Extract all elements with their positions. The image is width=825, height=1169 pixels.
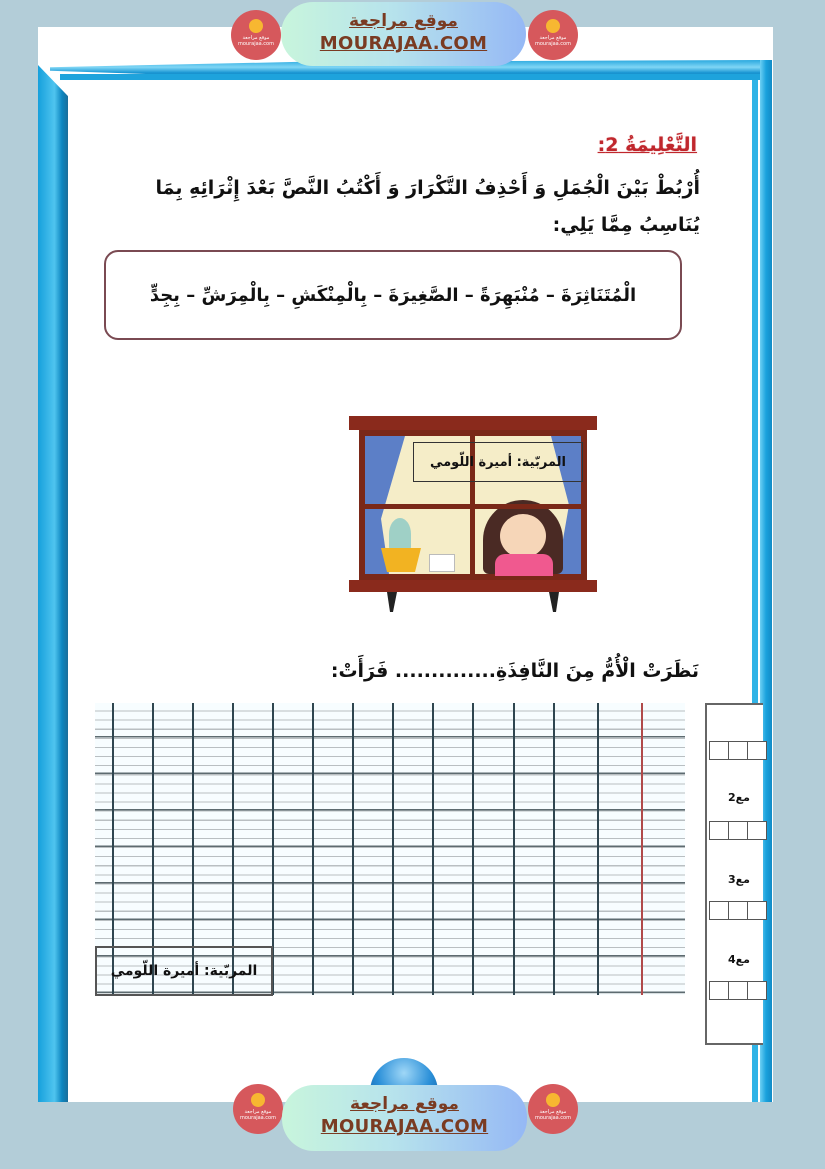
word-bank: الْمُتَنَاثِرَةَ – مُنْبَهِرَةً – الصَّغِيرَةَ – بِالْمِنْكَشِ – بِالْمِرَشِّ – بِجِدٍّ bbox=[149, 284, 637, 306]
watermark-seal-top-left bbox=[231, 10, 281, 60]
watermark-arabic: موقع مراجعة bbox=[350, 1094, 459, 1114]
frame-left-border bbox=[38, 65, 68, 1102]
criterion-score-cells[interactable] bbox=[710, 981, 767, 1000]
girl-face bbox=[500, 514, 546, 558]
window-mullion-horizontal bbox=[365, 504, 581, 509]
criterion-score-cells[interactable] bbox=[710, 741, 767, 760]
seal-text-en: mourajaa.com bbox=[534, 41, 571, 47]
grid-line bbox=[597, 703, 599, 995]
grid-line bbox=[553, 703, 555, 995]
watermark-seal-bottom-left bbox=[233, 1084, 283, 1134]
exercise-title: التَّعْلِيمَةُ 2: bbox=[597, 134, 697, 156]
watermark-latin: MOURAJAA.COM bbox=[320, 1116, 489, 1137]
logo-icon bbox=[546, 19, 560, 33]
plant-icon bbox=[389, 518, 411, 550]
criterion-label: مع4 bbox=[728, 953, 750, 966]
watermark-seal-top-right bbox=[528, 10, 578, 60]
grid-line bbox=[472, 703, 474, 995]
image-caption: المربّية: أميرة اللّومي bbox=[429, 454, 567, 470]
logo-icon bbox=[251, 1093, 265, 1107]
bracket-right bbox=[549, 592, 559, 612]
grid-margin-line bbox=[641, 703, 643, 995]
image-caption-box bbox=[413, 442, 583, 482]
small-pot bbox=[429, 554, 455, 572]
signature-box bbox=[95, 946, 273, 996]
grid-line bbox=[392, 703, 394, 995]
window-frame bbox=[359, 430, 587, 580]
logo-icon bbox=[249, 19, 263, 33]
bracket-left bbox=[387, 592, 397, 612]
criterion-label: مع2 bbox=[728, 791, 750, 804]
seal-text-ar: موقع مراجعة bbox=[539, 35, 567, 41]
exercise-instruction: أُرْبُطْ بَيْنَ الْجُمَلِ وَ أَحْذِفُ التَّكْرَارَ وَ أَكْتُبُ النَّصَّ بَعْدَ إِثْرَائِهِ بِمَا يُنَاسِبُ مِمَّا يَلِي: bbox=[155, 177, 700, 236]
window-illustration bbox=[349, 416, 597, 612]
window-sill bbox=[349, 580, 597, 592]
grid-line bbox=[513, 703, 515, 995]
seal-text-ar: موقع مراجعة bbox=[244, 1109, 272, 1115]
watermark-seal-bottom-right bbox=[528, 1084, 578, 1134]
criterion-score-cells[interactable] bbox=[710, 901, 767, 920]
word-bank-box bbox=[104, 250, 682, 340]
watermark-badge-top[interactable] bbox=[281, 2, 526, 66]
criterion-score-cells[interactable] bbox=[710, 821, 767, 840]
starter-sentence: نَظَرَتْ الْأُمُّ مِنَ النَّافِذَةِ.............. فَرَأَتْ: bbox=[330, 660, 699, 682]
seal-text-en: mourajaa.com bbox=[237, 41, 274, 47]
logo-icon bbox=[546, 1093, 560, 1107]
seal-text-ar: موقع مراجعة bbox=[242, 35, 270, 41]
seal-text-ar: موقع مراجعة bbox=[539, 1109, 567, 1115]
girl-shirt bbox=[495, 554, 553, 576]
window-cornice bbox=[349, 416, 597, 430]
flower-pot bbox=[381, 548, 421, 572]
grid-line bbox=[432, 703, 434, 995]
watermark-arabic: موقع مراجعة bbox=[349, 11, 458, 31]
frame-top-band bbox=[60, 74, 772, 80]
grid-line bbox=[352, 703, 354, 995]
criteria-panel bbox=[705, 703, 763, 1045]
watermark-badge-bottom[interactable] bbox=[282, 1085, 527, 1151]
watermark-latin: MOURAJAA.COM bbox=[319, 33, 488, 54]
criterion-label: مع3 bbox=[728, 873, 750, 886]
grid-line bbox=[312, 703, 314, 995]
seal-text-en: mourajaa.com bbox=[239, 1115, 276, 1121]
signature-text: المربّية: أميرة اللّومي bbox=[110, 963, 258, 979]
seal-text-en: mourajaa.com bbox=[534, 1115, 571, 1121]
